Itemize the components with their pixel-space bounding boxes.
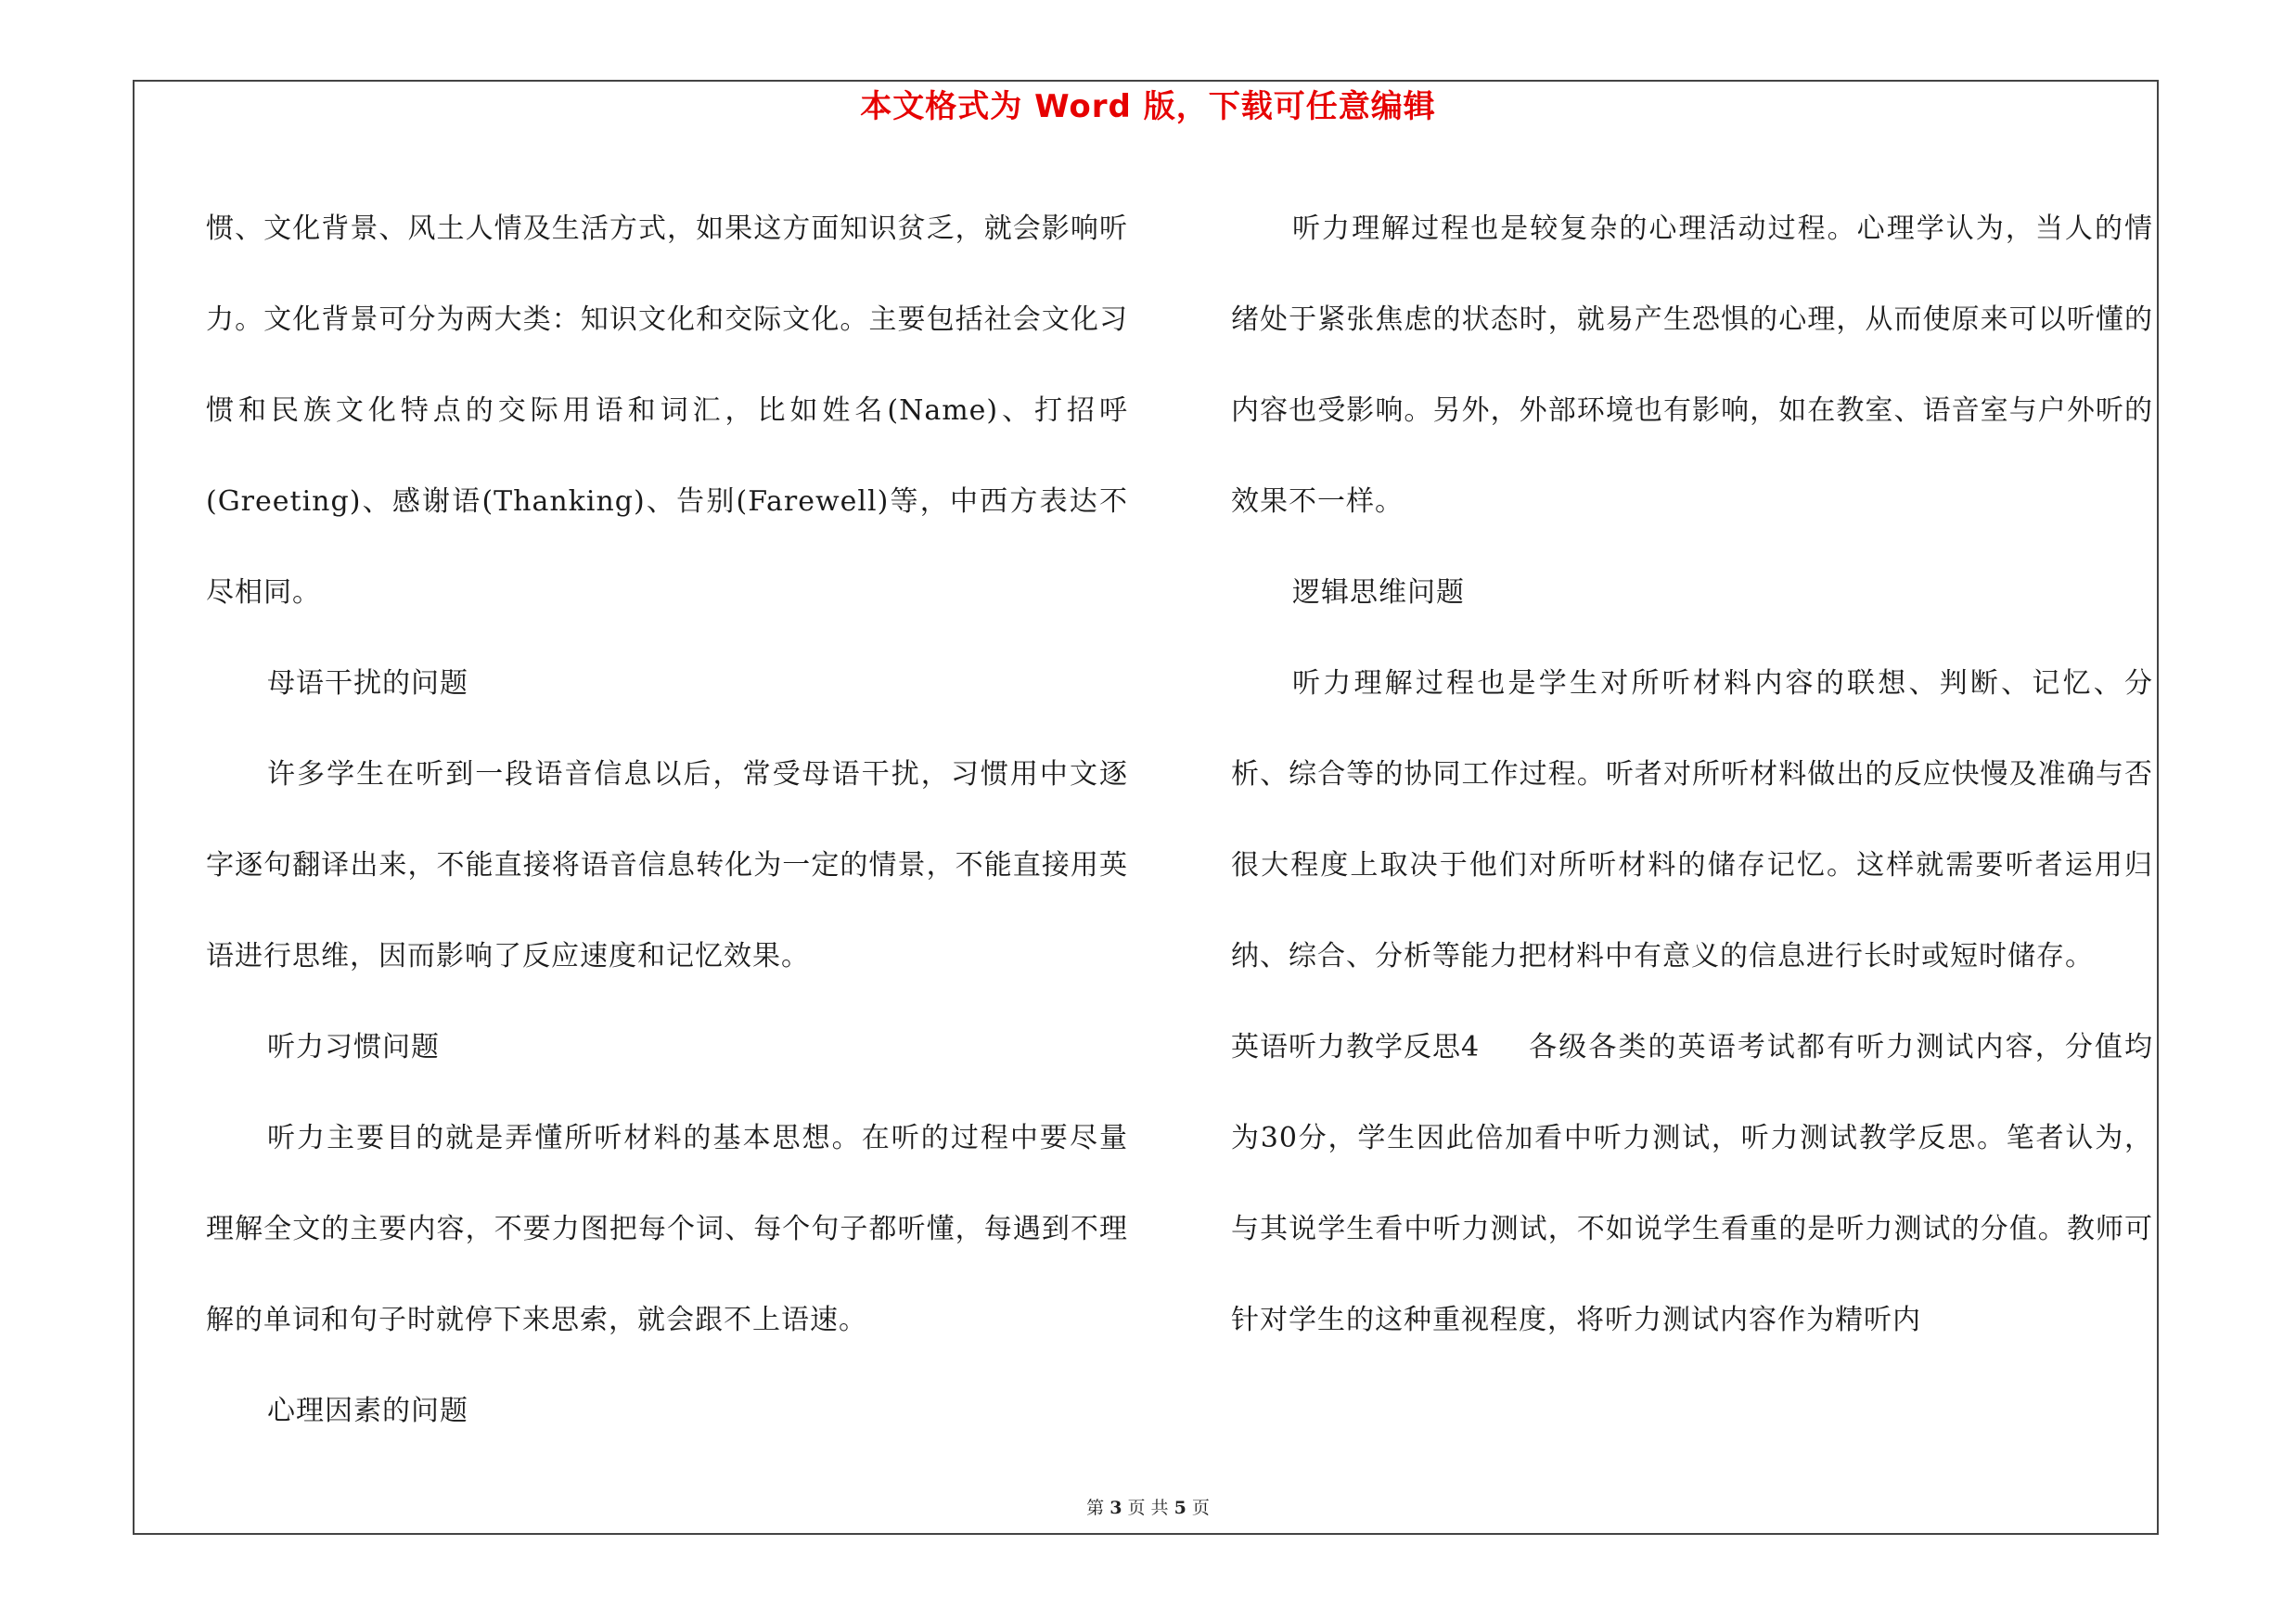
left-column — [206, 184, 1128, 1457]
section-heading-logical-thinking: 逻辑思维问题 — [1292, 576, 1465, 609]
footer-middle: 页 共 — [1127, 1498, 1169, 1518]
paragraph-psychology: 听力理解过程也是较复杂的心理活动过程。心理学认为，当人的情绪处于紧张焦虑的状态时，就易产生恐惧的心理，从而使原来可以听懂的内容也受影响。另外，外部环境也有影响，如在教室、语音室与户外听的效果不一样。 — [1231, 213, 2153, 518]
current-page-number: 3 — [1110, 1498, 1122, 1518]
paragraph-reflection-4 — [1231, 1002, 2153, 1366]
section-heading-listening-habits: 听力习惯问题 — [267, 1031, 440, 1063]
total-page-count: 5 — [1174, 1498, 1186, 1518]
paragraph-cultural-background: 惯、文化背景、风土人情及生活方式，如果这方面知识贫乏，就会影响听力。文化背景可分为两大类：知识文化和交际文化。主要包括社会文化习惯和民族文化特点的交际用语和词汇，比如姓名(Name)、打招呼(Greeting)、感谢语(Thanking)、告别(Farewell)等，中西方表达不尽相同。 — [206, 213, 1128, 609]
page-footer — [0, 1494, 2296, 1522]
paragraph-listening-habits: 听力主要目的就是弄懂所听材料的基本思想。在听的过程中要尽量理解全文的主要内容，不要力图把每个词、每个句子都听懂，每遇到不理解的单词和句子时就停下来思索，就会跟不上语速。 — [206, 1122, 1128, 1336]
section-heading-psychology: 心理因素的问题 — [267, 1395, 468, 1427]
word-format-banner: 本文格式为 Word 版，下载可任意编辑 — [860, 88, 1436, 125]
reflection-4-title: 英语听力教学反思4 — [1231, 1031, 1481, 1063]
right-column — [1231, 184, 2153, 1366]
section-heading-mother-tongue: 母语干扰的问题 — [267, 667, 468, 700]
footer-suffix: 页 — [1191, 1498, 1210, 1518]
paragraph-mother-tongue: 许多学生在听到一段语音信息以后，常受母语干扰，习惯用中文逐字逐句翻译出来，不能直接将语音信息转化为一定的情景，不能直接用英语进行思维，因而影响了反应速度和记忆效果。 — [206, 758, 1128, 973]
reflection-4-body: 各级各类的英语考试都有听力测试内容，分值均为30分，学生因此倍加看中听力测试，听力测试教学反思。笔者认为，与其说学生看中听力测试，不如说学生看重的是听力测试的分值。教师可针对学生的这种重视程度，将听力测试内容作为精听内 — [1231, 1031, 2153, 1336]
footer-prefix: 第 — [1086, 1498, 1105, 1518]
paragraph-logical-thinking: 听力理解过程也是学生对所听材料内容的联想、判断、记忆、分析、综合等的协同工作过程。听者对所听材料做出的反应快慢及准确与否很大程度上取决于他们对所听材料的储存记忆。这样就需要听者运用归纳、综合、分析等能力把材料中有意义的信息进行长时或短时储存。 — [1231, 667, 2153, 973]
